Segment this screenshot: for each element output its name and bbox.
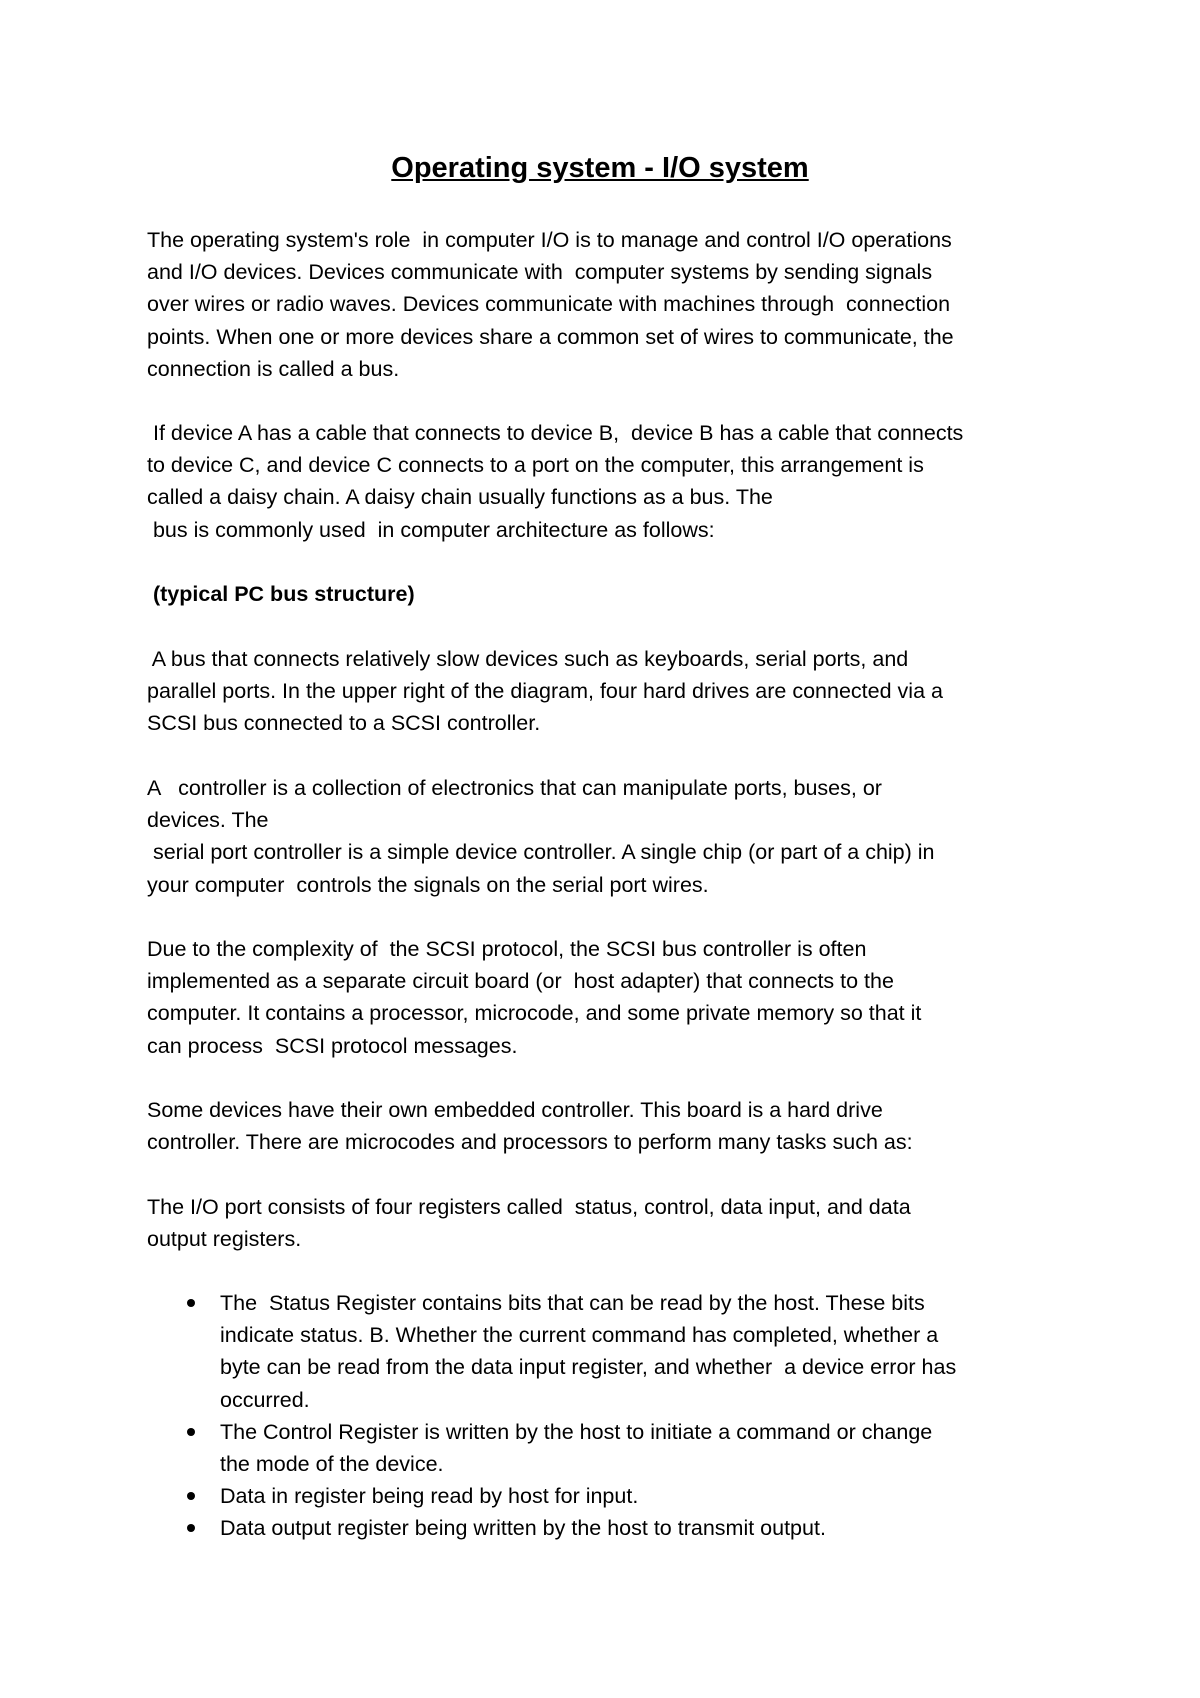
text-line: implemented as a separate circuit board (or host adapter) that connects to the	[147, 969, 894, 994]
text-line: byte can be read from the data input register, and whether a device error has	[220, 1355, 957, 1380]
page-title: Operating system - I/O system	[391, 152, 809, 184]
paragraph-scsi	[147, 933, 1077, 1062]
text-line: (typical PC bus structure)	[147, 582, 415, 606]
text-line: your computer controls the signals on the serial port wires.	[147, 872, 709, 897]
text-line: Data in register being read by host for input.	[220, 1484, 639, 1509]
text-line: points. When one or more devices share a common set of wires to communicate, the	[147, 324, 954, 349]
text-line: The I/O port consists of four registers called status, control, data input, and data	[147, 1195, 911, 1219]
bullet-icon	[187, 1428, 195, 1436]
text-line: A controller is a collection of electronics that can manipulate ports, buses, or	[147, 776, 882, 800]
list-item	[147, 1512, 1077, 1544]
text-line: SCSI bus connected to a SCSI controller.	[147, 711, 541, 736]
text-line: called a daisy chain. A daisy chain usually functions as a bus. The	[147, 485, 773, 510]
text-line: connection is called a bus.	[147, 356, 400, 381]
text-line: parallel ports. In the upper right of the diagram, four hard drives are connected via a	[147, 679, 943, 704]
text-line: bus is commonly used in computer architecture as follows:	[147, 517, 715, 542]
bullet-icon	[187, 1299, 195, 1307]
text-line: Data output register being written by the host to transmit output.	[220, 1516, 826, 1541]
text-line: over wires or radio waves. Devices communicate with machines through connection	[147, 292, 951, 317]
text-line: serial port controller is a simple device controller. A single chip (or part of a chip) in	[147, 840, 935, 865]
register-list	[147, 1287, 1077, 1545]
text-line: The Status Register contains bits that can be read by the host. These bits	[220, 1291, 925, 1315]
text-line: The Control Register is written by the host to initiate a command or change	[220, 1419, 933, 1444]
text-line: can process SCSI protocol messages.	[147, 1033, 518, 1058]
list-item	[147, 1416, 1077, 1480]
list-item	[147, 1480, 1077, 1512]
text-line: controller. There are microcodes and processors to perform many tasks such as:	[147, 1130, 913, 1155]
text-line: the mode of the device.	[220, 1452, 444, 1477]
paragraph-intro	[147, 224, 1077, 385]
paragraph-controller	[147, 772, 1077, 901]
text-line: Due to the complexity of the SCSI protocol, the SCSI bus controller is often	[147, 937, 867, 961]
text-line: output registers.	[147, 1227, 302, 1252]
text-line: and I/O devices. Devices communicate with computer systems by sending signals	[147, 260, 933, 285]
text-line: The operating system's role in computer I/O is to manage and control I/O operations	[147, 228, 952, 252]
text-line: computer. It contains a processor, microcode, and some private memory so that it	[147, 1001, 922, 1026]
list-item	[147, 1287, 1077, 1416]
paragraph-embedded-controller	[147, 1094, 1077, 1158]
paragraph-daisy-chain	[147, 417, 1077, 546]
text-line: devices. The	[147, 808, 269, 833]
bullet-icon	[187, 1492, 195, 1500]
text-line: occurred.	[220, 1387, 310, 1412]
text-line: to device C, and device C connects to a port on the computer, this arrangement is	[147, 453, 924, 478]
text-line: Some devices have their own embedded controller. This board is a hard drive	[147, 1098, 883, 1122]
text-line: indicate status. B. Whether the current command has completed, whether a	[220, 1323, 939, 1348]
text-line: If device A has a cable that connects to device B, device B has a cable that connects	[147, 421, 964, 445]
paragraph-slow-bus	[147, 643, 1077, 740]
text-line: A bus that connects relatively slow devices such as keyboards, serial ports, and	[147, 647, 909, 671]
paragraph-io-port	[147, 1191, 1077, 1255]
bullet-icon	[187, 1524, 195, 1532]
figure-caption	[147, 578, 1077, 610]
